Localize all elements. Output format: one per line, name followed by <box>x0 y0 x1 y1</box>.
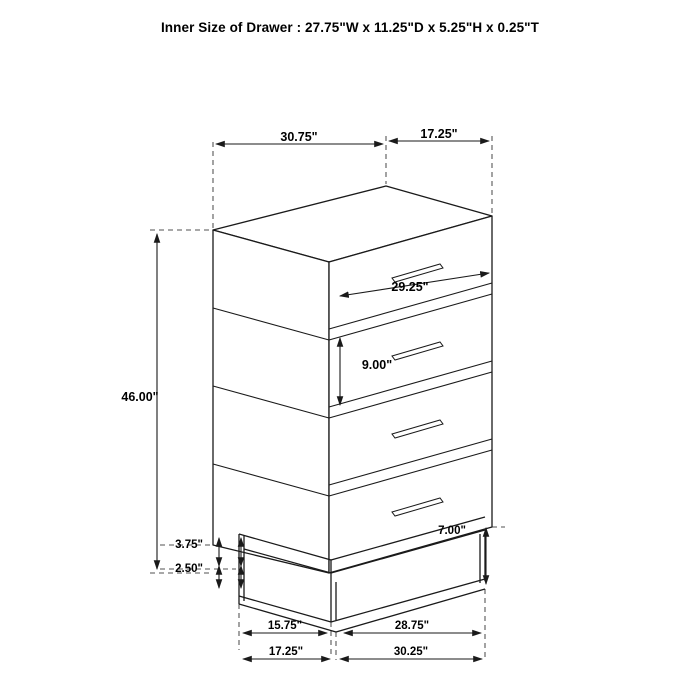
label-base-side-height: 7.00" <box>438 525 466 537</box>
label-base-side-outer: 30.25" <box>393 646 429 658</box>
label-top-side-depth: 17.25" <box>420 127 458 141</box>
label-drawer-height: 9.00" <box>361 358 393 372</box>
base-foot-front <box>239 596 331 622</box>
label-base-front-outer: 17.25" <box>268 646 304 658</box>
chest-body <box>213 186 492 573</box>
label-leg-upper: 3.75" <box>175 539 203 551</box>
base-foot-side <box>331 579 485 622</box>
label-leg-lower: 2.50" <box>175 563 203 575</box>
label-base-side-inner: 28.75" <box>394 620 430 632</box>
label-top-front-width: 30.75" <box>280 130 318 144</box>
label-base-front-inner: 15.75" <box>267 620 303 632</box>
page-title: Inner Size of Drawer : 27.75"W x 11.25"D x 5.25"H x 0.25"T <box>160 20 540 35</box>
label-drawer-front-width: 29.25" <box>391 280 429 294</box>
label-overall-height: 46.00" <box>121 390 159 404</box>
